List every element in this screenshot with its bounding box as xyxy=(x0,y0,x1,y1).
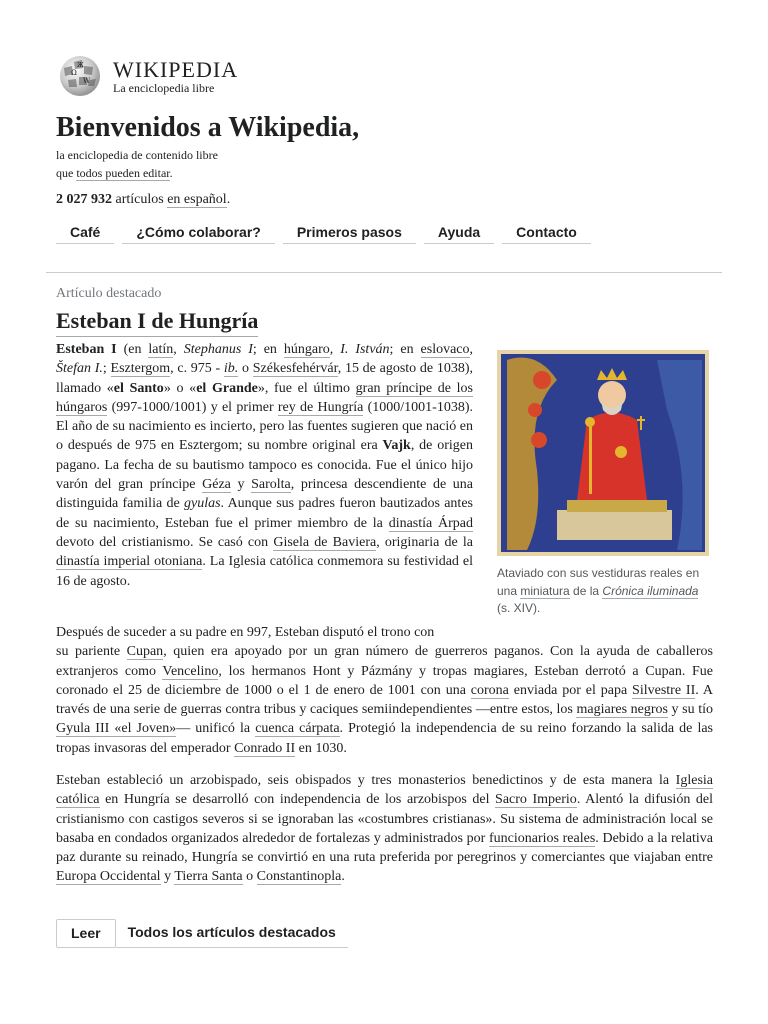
article-paragraph-2: Después de suceder a su padre en 997, Esteban disputó el trono con su pariente Cupan, quien era apoyado por un gran número de guerreros paganos. Con la ayuda de caballeros extranjeros como Vencelino, los hermanos Hont y Pázmány y tropas magiares, Esteban derrotó a Cupan. Fue coronado el 25 de diciembre de 1000 o el 1 de enero de 1001 con una corona enviada por el papa Silvestre II. A través de una serie de guerras contra tribus y caciques semiindependientes —entre estos, los magiares negros y su tío Gyula III «el Joven»— unificó la cuenca cárpata. Protegió la independencia de su reino forzando la salida de las tropas invasoras del emperador Conrado II en 1030. xyxy=(56,625,714,756)
wikipedia-globe-icon xyxy=(56,54,104,98)
svg-text:Ж: Ж xyxy=(77,62,84,69)
cronica-link-text: Crónica iluminada xyxy=(602,583,699,598)
svg-text:Ω: Ω xyxy=(71,69,77,77)
nav-help[interactable]: Ayuda xyxy=(424,222,494,244)
nav-how-to-help[interactable]: ¿Cómo colaborar? xyxy=(122,222,274,244)
caption-text-2: de la xyxy=(569,583,603,598)
svg-text:W: W xyxy=(83,77,91,85)
main-nav xyxy=(56,222,591,244)
featured-article-header xyxy=(56,285,713,337)
welcome-subtitle: la enciclopedia de contenido libre xyxy=(56,148,218,162)
wordmark: WIKIPEDIA xyxy=(113,56,239,82)
all-featured-link[interactable]: Todos los artículos destacados xyxy=(116,919,348,948)
welcome-editable-line xyxy=(56,164,716,182)
editable-prefix: que xyxy=(56,166,77,180)
featured-actions xyxy=(56,919,348,948)
article-paragraph-3: Esteban estableció un arzobispado, seis obispados y tres monasterios benedictinos y de esta manera la Iglesia católica en Hungría se desarrolló con independencia de los arzobispos del Sacro Imperio. Alentó la difusión del cristianismo con castigos severos si se ignoraban las «costumbres cristianas». Su sistema de administración local se basaba en condados organizados alrededor de fortalezas y administrados por funcionarios reales. Debido a la relativa paz durante su reinado, Hungría se convirtió en una ruta preferida por peregrinos y comerciantes que viajaban entre Europa Occidental y Tierra Santa o Constantinopla. xyxy=(56,773,713,885)
nav-contact[interactable]: Contacto xyxy=(502,222,591,244)
welcome-title: Bienvenidos a Wikipedia, xyxy=(56,112,360,143)
welcome-banner xyxy=(56,110,716,209)
caption-text-3: (s. XIV). xyxy=(497,601,541,615)
featured-figure xyxy=(497,350,711,618)
nav-cafe[interactable]: Café xyxy=(56,222,114,244)
tagline: La enciclopedia libre xyxy=(113,80,215,95)
edit-link[interactable]: todos pueden editar xyxy=(76,166,170,180)
miniature-image[interactable] xyxy=(497,350,709,556)
cronica-link[interactable] xyxy=(602,584,698,599)
caption-text-1: Ataviado con sus vestiduras reales en una xyxy=(497,566,700,598)
editable-suffix: . xyxy=(169,166,173,180)
article-count-number: 2 027 932 xyxy=(56,192,112,207)
spanish-link[interactable]: en español xyxy=(167,192,227,207)
section-divider xyxy=(46,272,722,273)
nav-first-steps[interactable]: Primeros pasos xyxy=(283,222,416,244)
article-count-text: artículos xyxy=(112,192,168,207)
featured-label: Artículo destacado xyxy=(56,286,162,301)
site-logo[interactable] xyxy=(56,54,238,98)
featured-title[interactable]: Esteban I de Hungría xyxy=(56,306,258,337)
figure-caption xyxy=(497,565,711,618)
article-count-suffix: . xyxy=(226,192,231,207)
article-count xyxy=(56,191,716,209)
miniatura-link[interactable]: miniatura xyxy=(520,583,570,598)
article-paragraph-1: Esteban I (en latín, Stephanus I; en húngaro, I. István; en eslovaco, Štefan I.; Esztergom, c. 975 - ib. o Székesfehérvár, 15 de agosto de 1038), llamado «el Santo» o «el Grande», fue el último gran príncipe de los húngaros (997-1000/1001) y el primer rey de Hungría (1000/1001-1038). El año de su nacimiento es incierto, pero las fuentes sugieren que nació en o después de 975 en Esztergom; su nombre original era Vajk, de origen pagano. La fecha de su bautismo tampoco es conocida. Fue el único hijo varón del gran príncipe Géza y Sarolta, princesa descendiente de una distinguida familia de gyulas. Aunque sus padres fueron bautizados antes de su nacimiento, Esteban fue el primer miembro de la dinastía Árpad devoto del cristianismo. Se casó con Gisela de Baviera, originaria de la dinastía imperial otoniana. La Iglesia católica conmemora su festividad el 16 de agosto. xyxy=(56,342,474,589)
read-button[interactable]: Leer xyxy=(56,919,116,948)
